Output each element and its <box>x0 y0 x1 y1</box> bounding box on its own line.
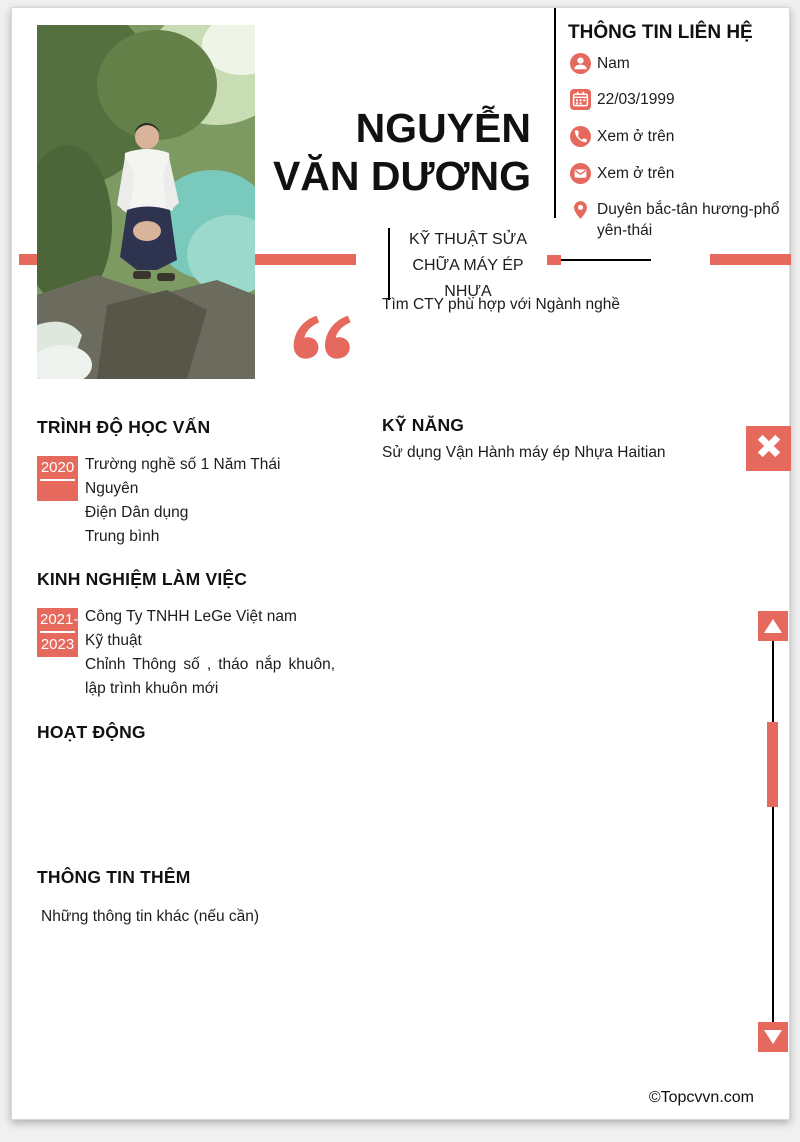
contact-item-text: Nam <box>597 55 630 72</box>
job-title-divider <box>388 228 390 300</box>
name-line2: VĂN DƯƠNG <box>272 153 531 199</box>
profile-photo <box>37 25 255 379</box>
experience-details <box>85 605 335 701</box>
education-school: Trường nghề số 1 Năm Thái Nguyên <box>85 456 281 497</box>
experience-period-badge <box>37 608 78 657</box>
experience-year-from: 2021- <box>40 608 75 633</box>
education-year: 2020 <box>40 456 75 481</box>
phone-icon <box>570 126 591 148</box>
contact-item-text: Xem ở trên <box>597 128 675 145</box>
arrow-down-icon <box>764 1030 782 1044</box>
education-grade: Trung bình <box>85 528 160 545</box>
experience-year-to: 2023 <box>40 636 75 653</box>
accent-band-right <box>710 254 791 265</box>
scroll-up-button[interactable] <box>758 611 788 641</box>
person-icon <box>570 53 591 75</box>
mail-icon <box>570 163 591 185</box>
accent-square <box>547 255 561 265</box>
close-icon <box>754 431 784 466</box>
job-title: KỸ THUẬT SỬA CHỮA MÁY ÉP NHỰA <box>409 231 527 300</box>
education-section-title: TRÌNH ĐỘ HỌC VẤN <box>37 417 211 437</box>
skills-section-title: KỸ NĂNG <box>382 415 465 435</box>
skill-item: Sử dụng Vận Hành máy ép Nhựa Haitian <box>382 444 666 461</box>
scroll-down-button[interactable] <box>758 1022 788 1052</box>
contact-section-title: THÔNG TIN LIÊN HỆ <box>568 22 753 43</box>
career-objective: Tìm CTY phù hợp với Ngành nghề <box>381 296 621 313</box>
scrollbar-track[interactable] <box>772 641 774 1022</box>
additional-section-title: THÔNG TIN THÊM <box>37 867 191 887</box>
contact-item-text: Duyên bắc-tân hương-phổ yên-thái <box>597 201 780 239</box>
education-period-badge <box>37 456 78 501</box>
cv-page <box>11 7 790 1120</box>
close-button[interactable] <box>746 426 791 471</box>
experience-company: Công Ty TNHH LeGe Việt nam <box>85 608 297 625</box>
education-details <box>85 453 335 549</box>
contact-item-text: 22/03/1999 <box>597 91 675 108</box>
contact-divider-line <box>554 8 556 218</box>
activities-section-title: HOẠT ĐỘNG <box>37 722 146 742</box>
arrow-up-icon <box>764 619 782 633</box>
location-icon <box>570 199 591 221</box>
scrollbar-thumb[interactable] <box>767 722 778 807</box>
experience-section-title: KINH NGHIỆM LÀM VIỆC <box>37 569 248 589</box>
quote-icon <box>289 309 355 361</box>
education-major: Điện Dân dụng <box>85 504 189 521</box>
experience-position: Kỹ thuật <box>85 632 142 649</box>
name-line1: NGUYỄN <box>355 105 531 151</box>
experience-description: Chỉnh Thông số , tháo nắp khuôn, lập trình khuôn mới <box>85 656 335 697</box>
decor-line <box>561 259 651 261</box>
contact-item-text: Xem ở trên <box>597 165 675 182</box>
calendar-icon <box>570 89 591 111</box>
candidate-name <box>212 104 531 200</box>
watermark: ©Topcvvn.com <box>648 1089 754 1106</box>
additional-note: Những thông tin khác (nếu cần) <box>41 908 260 925</box>
